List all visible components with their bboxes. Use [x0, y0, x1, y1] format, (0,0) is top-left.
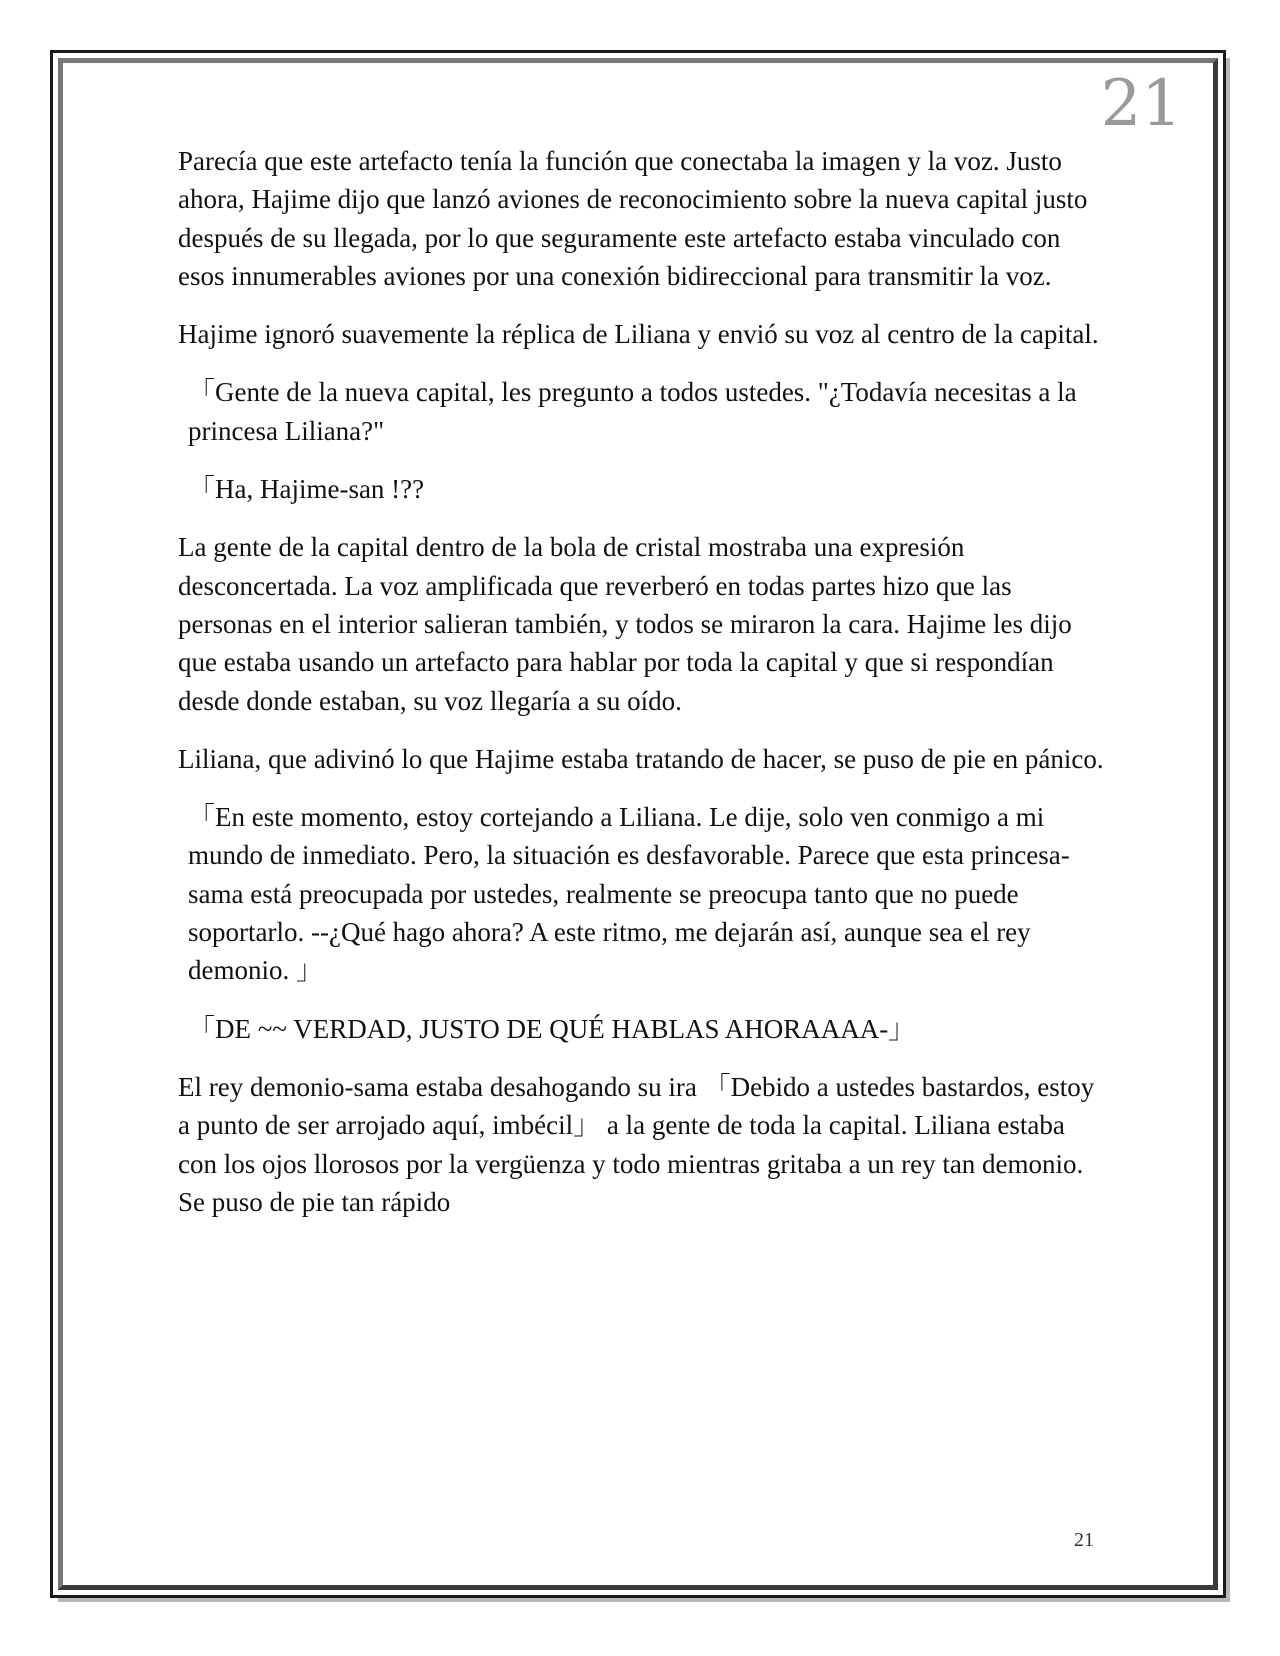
paragraph-5: La gente de la capital dentro de la bola de cristal mostraba una expresión desconcertada. La voz amplificada que reverberó en todas partes hizo que las personas en el interior salieran también, y todos se miraron la cara. Hajime les dijo que estaba usando un artefacto para hablar por toda la capital y que si respondían desde donde estaban, su voz llegaría a su oído.: [178, 532, 1072, 716]
paragraph-2: Hajime ignoró suavemente la réplica de Liliana y envió su voz al centro de la capital.: [178, 319, 1099, 350]
paragraph-3-dialog: 「Gente de la nueva capital, les pregunto a todos ustedes. "¿Todavía necesitas a la princesa Liliana?": [188, 377, 1077, 446]
page-number-footer: 21: [1074, 1529, 1094, 1551]
paragraph-8-dialog: 「DE ~~ VERDAD, JUSTO DE QUÉ HABLAS AHORAAAA-」: [188, 1013, 916, 1044]
paragraph-9: El rey demonio-sama estaba desahogando su ira 「Debido a ustedes bastardos, estoy a punto de ser arrojado aquí, imbécil」 a la gente de toda la capital. Liliana estaba con los ojos llorosos por la vergüenza y todo mientras gritaba a un rey tan demonio. Se puso de pie tan rápido: [178, 1071, 1095, 1217]
paragraph-4-dialog: 「Ha, Hajime-san !??: [188, 474, 425, 505]
paragraph-1: Parecía que este artefacto tenía la función que conectaba la imagen y la voz. Justo ahora, Hajime dijo que lanzó aviones de reconocimiento sobre la nueva capital justo después de su llegada, por lo que seguramente este artefacto estaba vinculado con esos innumerables aviones por una conexión bidireccional para transmitir la voz.: [178, 146, 1088, 291]
page-number-header: 21: [1100, 67, 1182, 141]
paragraph-7-dialog: 「En este momento, estoy cortejando a Liliana. Le dije, solo ven conmigo a mi mundo de inmediato. Pero, la situación es desfavorable. Parece que esta princesa-sama está preocupada por ustedes, realmente se preocupa tanto que no puede soportarlo. --¿Qué hago ahora? A este ritmo, me dejarán así, aunque sea el rey demonio. 」: [188, 802, 1070, 986]
paragraph-6: Liliana, que adivinó lo que Hajime estaba tratando de hacer, se puso de pie en pánico.: [178, 743, 1104, 774]
page-body: [178, 142, 1108, 1241]
